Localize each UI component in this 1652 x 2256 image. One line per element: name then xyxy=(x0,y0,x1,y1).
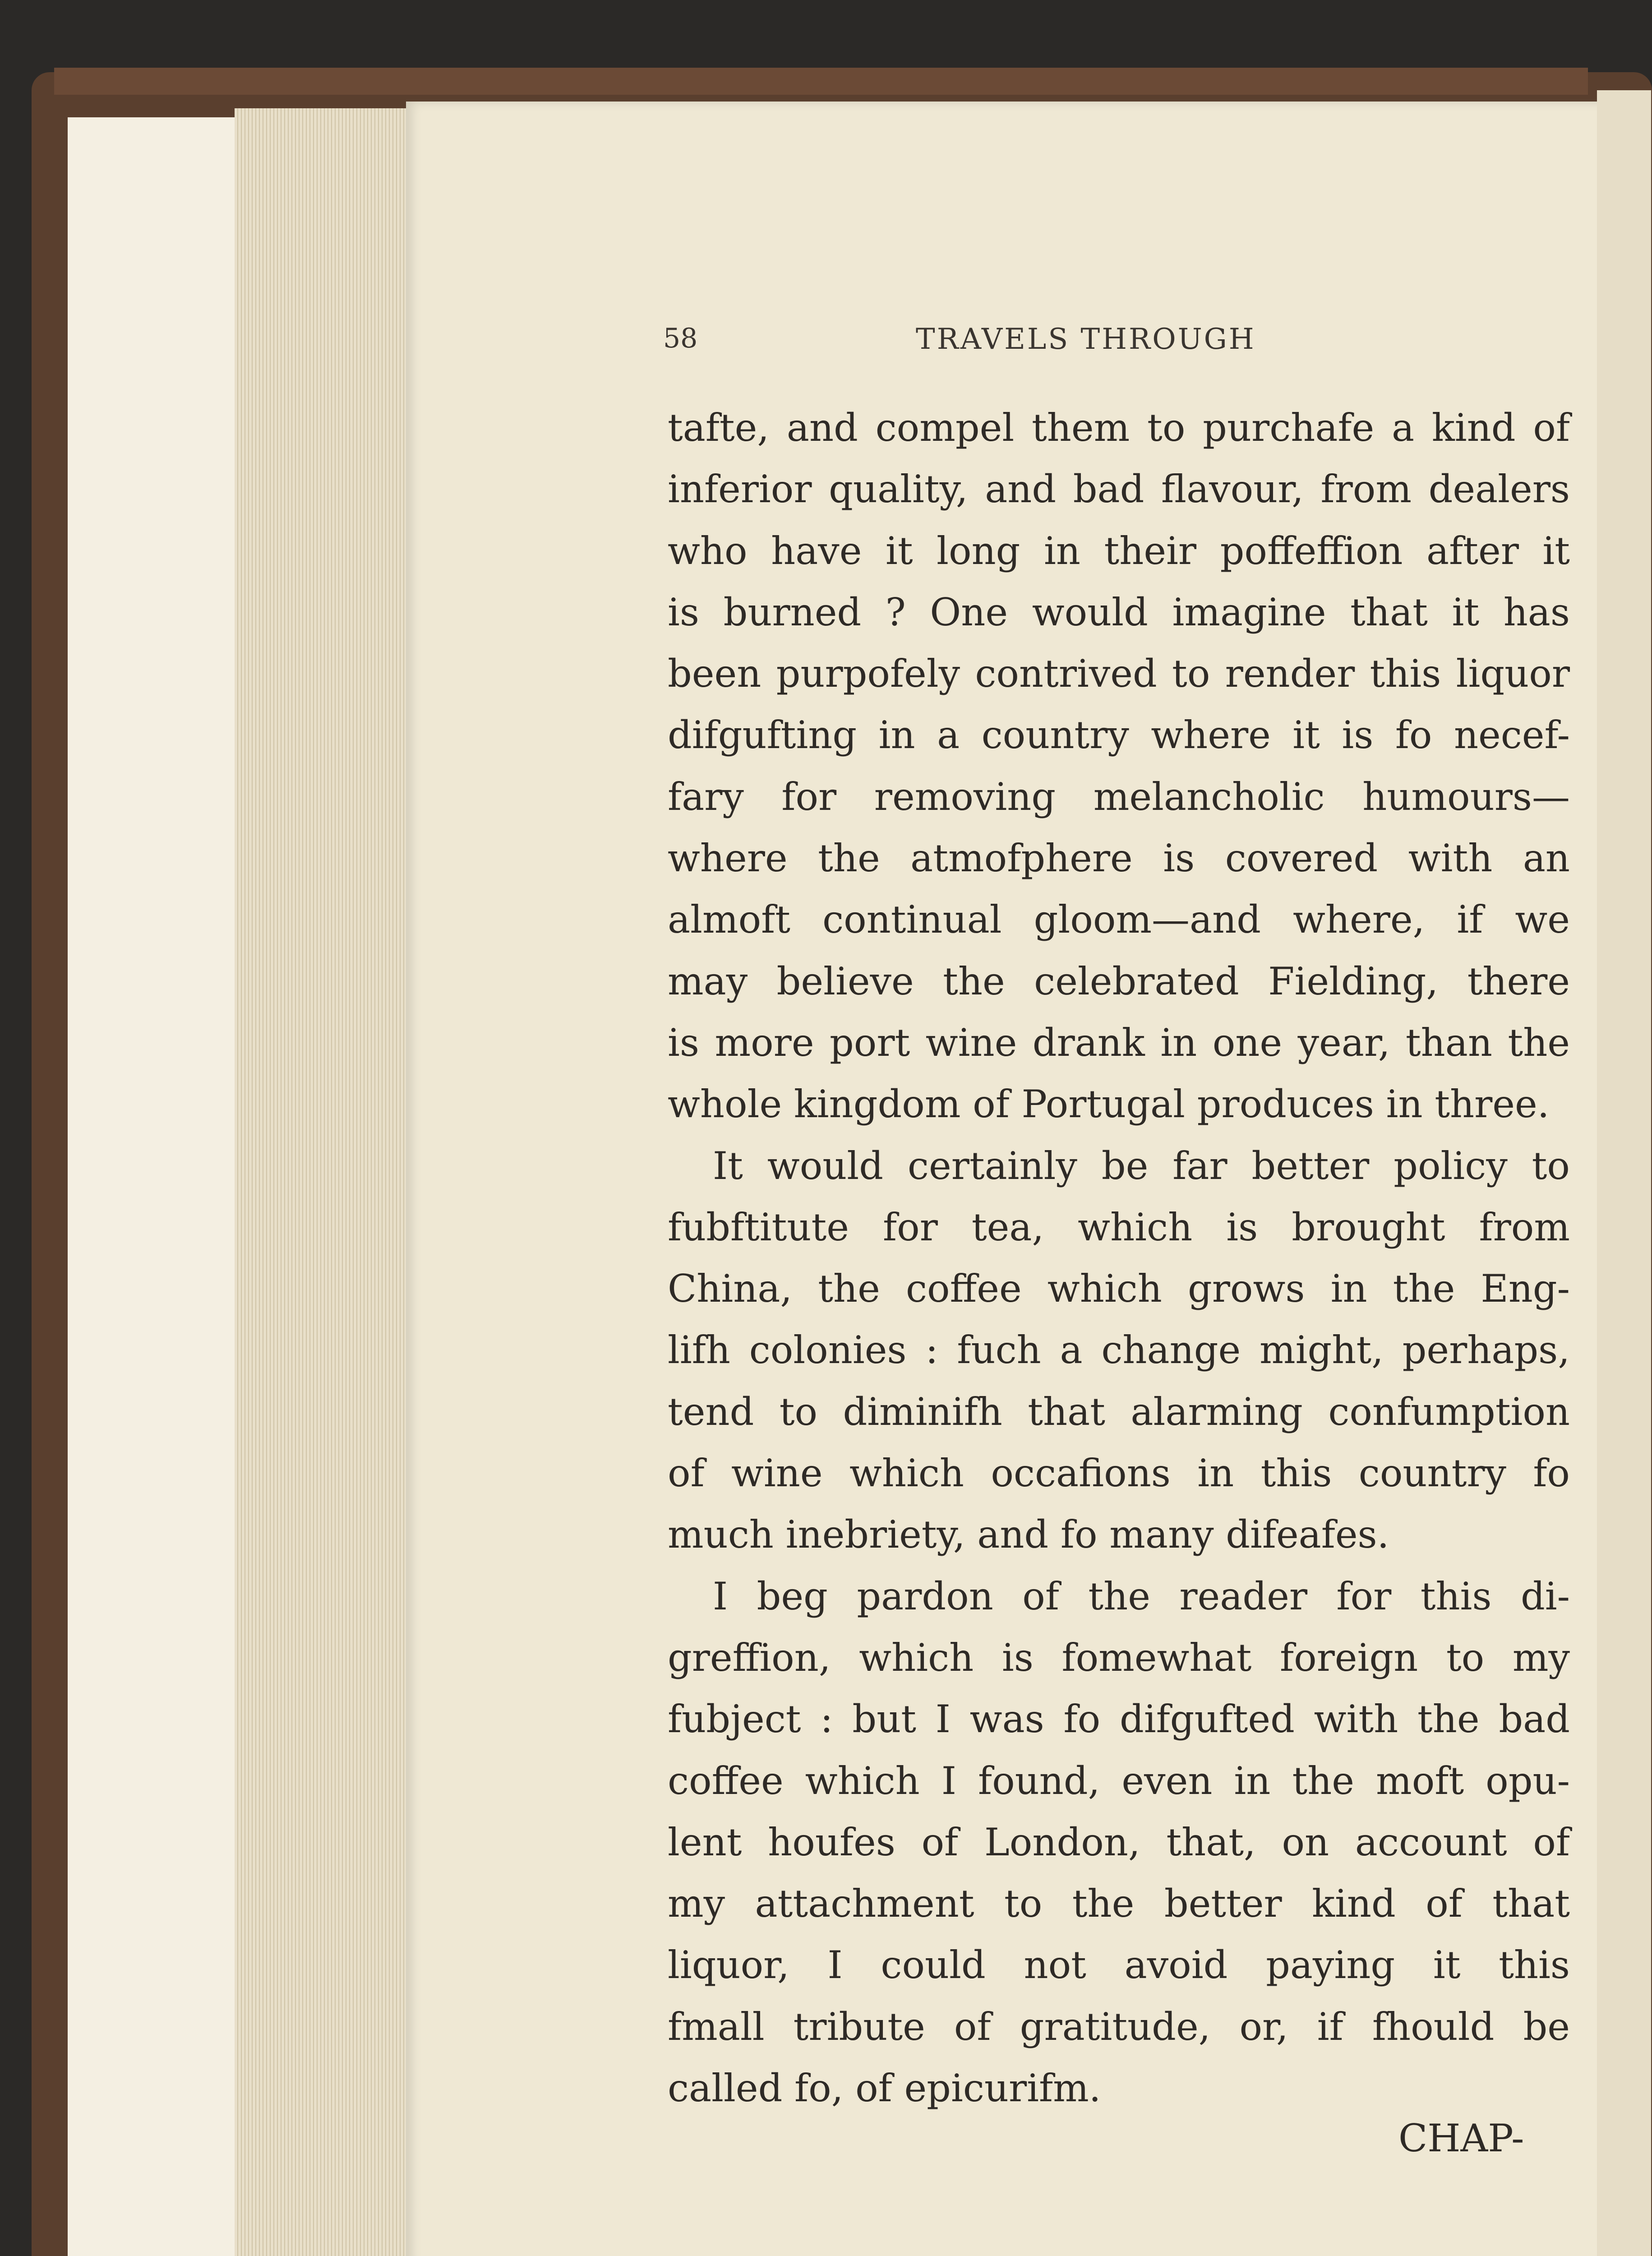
cover-edge xyxy=(54,68,1588,95)
text-line: tend to diminifh that alarming confumption xyxy=(668,1389,1570,1434)
page-stack xyxy=(235,108,424,2256)
body-text xyxy=(668,397,1570,2119)
text-line: lent houfes of London, that, on account of xyxy=(668,1820,1570,1864)
running-head: TRAVELS THROUGH xyxy=(916,323,1256,356)
text-line: is burned ? One would imagine that it has xyxy=(668,590,1570,634)
text-line: difgufting in a country where it is fo necef- xyxy=(668,713,1570,758)
text-line: of wine which occafions in this country fo xyxy=(668,1451,1570,1496)
text-line: where the atmofphere is covered with an xyxy=(668,836,1570,881)
text-line: lifh colonies : fuch a change might, perhaps, xyxy=(668,1328,1570,1373)
text-line: my attachment to the better kind of that xyxy=(668,1882,1570,1926)
text-line: tafte, and compel them to purchafe a kind of xyxy=(668,406,1570,450)
text-line: much inebriety, and fo many difeafes. xyxy=(668,1512,1389,1557)
left-flyleaf xyxy=(68,117,253,2256)
right-page-edge xyxy=(1597,90,1651,2256)
text-line: It would certainly be far better policy to xyxy=(713,1143,1570,1188)
text-line: almoft continual gloom—and where, if we xyxy=(668,897,1570,942)
catchword: CHAP- xyxy=(1398,2116,1524,2160)
text-line: China, the coffee which grows in the Eng- xyxy=(668,1267,1570,1311)
page-number: 58 xyxy=(663,323,698,354)
page-header xyxy=(663,323,1565,363)
text-line: I beg pardon of the reader for this di- xyxy=(713,1574,1570,1618)
text-line: may believe the celebrated Fielding, there xyxy=(668,959,1570,1003)
text-line: who have it long in their poffeffion after it xyxy=(668,528,1570,573)
text-line: fary for removing melancholic humours— xyxy=(668,774,1570,819)
text-line: fmall tribute of gratitude, or, if fhould be xyxy=(668,2004,1570,2049)
text-line: is more port wine drank in one year, than the xyxy=(668,1020,1570,1065)
text-line: been purpofely contrived to render this liquor xyxy=(668,652,1570,696)
text-line: inferior quality, and bad flavour, from dealers xyxy=(668,467,1570,512)
text-line: called fo, of epicurifm. xyxy=(668,2066,1101,2111)
text-line: fubftitute for tea, which is brought from xyxy=(668,1205,1570,1249)
text-line: liquor, I could not avoid paying it this xyxy=(668,1943,1570,1988)
text-line: fubject : but I was fo difgufted with the bad xyxy=(668,1697,1570,1742)
text-line: coffee which I found, even in the moft opu- xyxy=(668,1758,1570,1803)
text-line: greffion, which is fomewhat foreign to my xyxy=(668,1635,1570,1680)
text-line: whole kingdom of Portugal produces in three. xyxy=(668,1082,1550,1127)
